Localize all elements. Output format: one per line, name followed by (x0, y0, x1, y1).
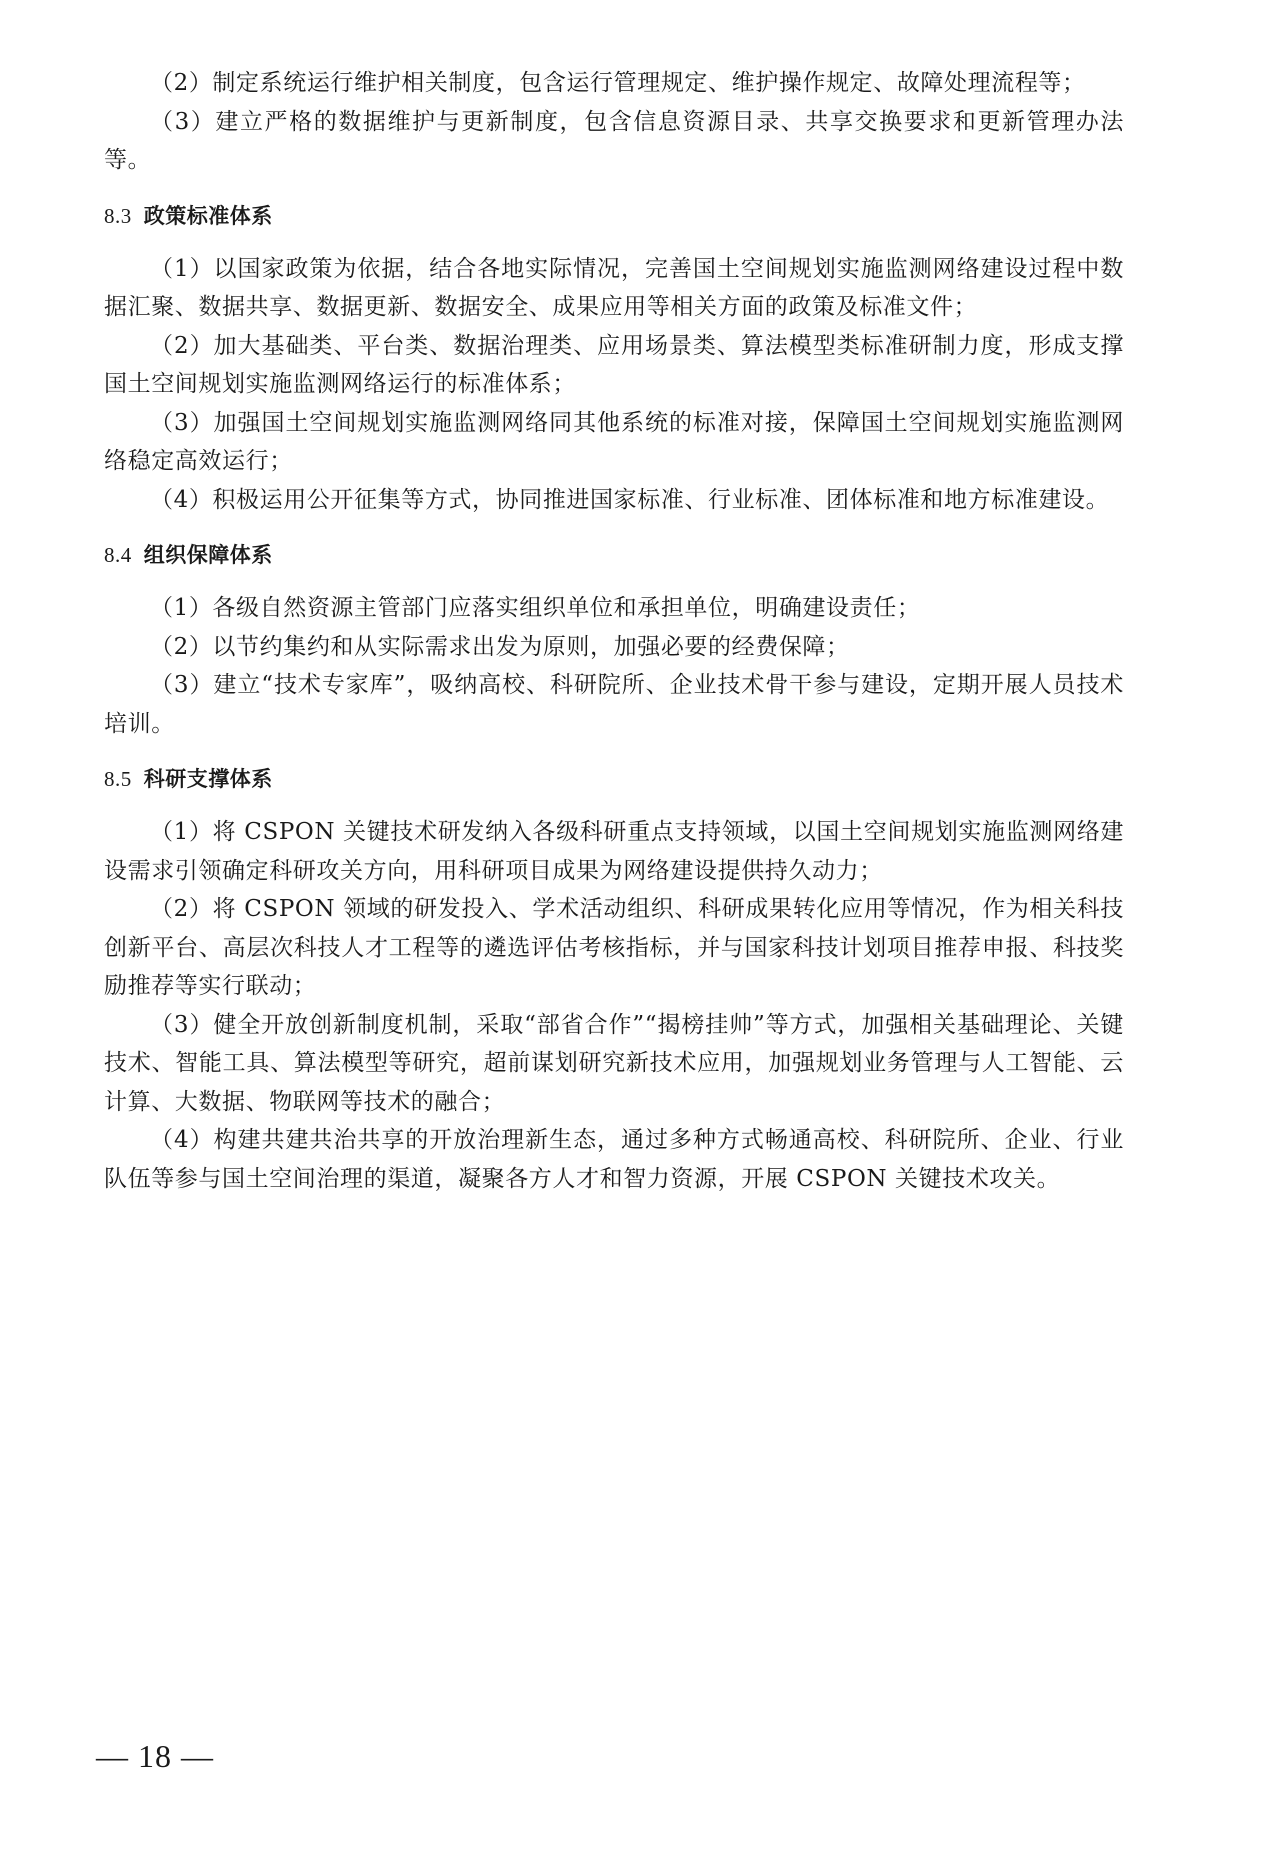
section-continued (104, 64, 1124, 180)
section-number: 8.3 (104, 203, 132, 228)
paragraph: （2）加大基础类、平台类、数据治理类、应用场景类、算法模型类标准研制力度，形成支撑国土空间规划实施监测网络运行的标准体系； (104, 332, 1124, 397)
paragraph: （3）建立“技术专家库”，吸纳高校、科研院所、企业技术骨干参与建设，定期开展人员技术培训。 (104, 672, 1124, 737)
paragraph: （4）构建共建共治共享的开放治理新生态，通过多种方式畅通高校、科研院所、企业、行业队伍等参与国土空间治理的渠道，凝聚各方人才和智力资源，开展 CSPON 关键技术攻关。 (104, 1127, 1124, 1192)
paragraph: （2）将 CSPON 领域的研发投入、学术活动组织、科研成果转化应用等情况，作为相关科技创新平台、高层次科技人才工程等的遴选评估考核指标，并与国家科技计划项目推荐申报、科技奖励推荐等实行联动； (104, 896, 1124, 999)
section-8-5 (104, 761, 1124, 1198)
section-title: 组织保障体系 (143, 543, 273, 567)
section-heading (104, 537, 1124, 573)
section-title: 科研支撑体系 (143, 767, 273, 791)
section-8-4 (104, 537, 1124, 743)
page-number: — 18 — (96, 1738, 214, 1774)
paragraph: （3）建立严格的数据维护与更新制度，包含信息资源目录、共享交换要求和更新管理办法等。 (104, 108, 1124, 173)
section-heading (104, 761, 1124, 797)
section-heading (104, 198, 1124, 234)
section-title: 政策标准体系 (143, 203, 273, 228)
section-number: 8.5 (104, 767, 132, 791)
paragraph: （1）以国家政策为依据，结合各地实际情况，完善国土空间规划实施监测网络建设过程中数据汇聚、数据共享、数据更新、数据安全、成果应用等相关方面的政策及标准文件； (104, 255, 1124, 320)
paragraph: （2）制定系统运行维护相关制度，包含运行管理规定、维护操作规定、故障处理流程等； (150, 70, 1086, 96)
paragraph: （3）加强国土空间规划实施监测网络同其他系统的标准对接，保障国土空间规划实施监测网络稳定高效运行； (104, 409, 1124, 474)
paragraph: （4）积极运用公开征集等方式，协同推进国家标准、行业标准、团体标准和地方标准建设。 (150, 486, 1110, 513)
section-number: 8.4 (104, 543, 132, 567)
paragraph: （2）以节约集约和从实际需求出发为原则，加强必要的经费保障； (150, 633, 850, 660)
section-8-3 (104, 198, 1124, 520)
paragraph: （1）各级自然资源主管部门应落实组织单位和承担单位，明确建设责任； (150, 595, 921, 621)
paragraph: （1）将 CSPON 关键技术研发纳入各级科研重点支持领域，以国土空间规划实施监测网络建设需求引领确定科研攻关方向，用科研项目成果为网络建设提供持久动力； (104, 819, 1124, 884)
paragraph: （3）健全开放创新制度机制，采取“部省合作”“揭榜挂帅”等方式，加强相关基础理论、关键技术、智能工具、算法模型等研究，超前谋划研究新技术应用，加强规划业务管理与人工智能、云计算、大数据、物联网等技术的融合； (104, 1011, 1124, 1115)
document-body (104, 64, 1124, 1198)
